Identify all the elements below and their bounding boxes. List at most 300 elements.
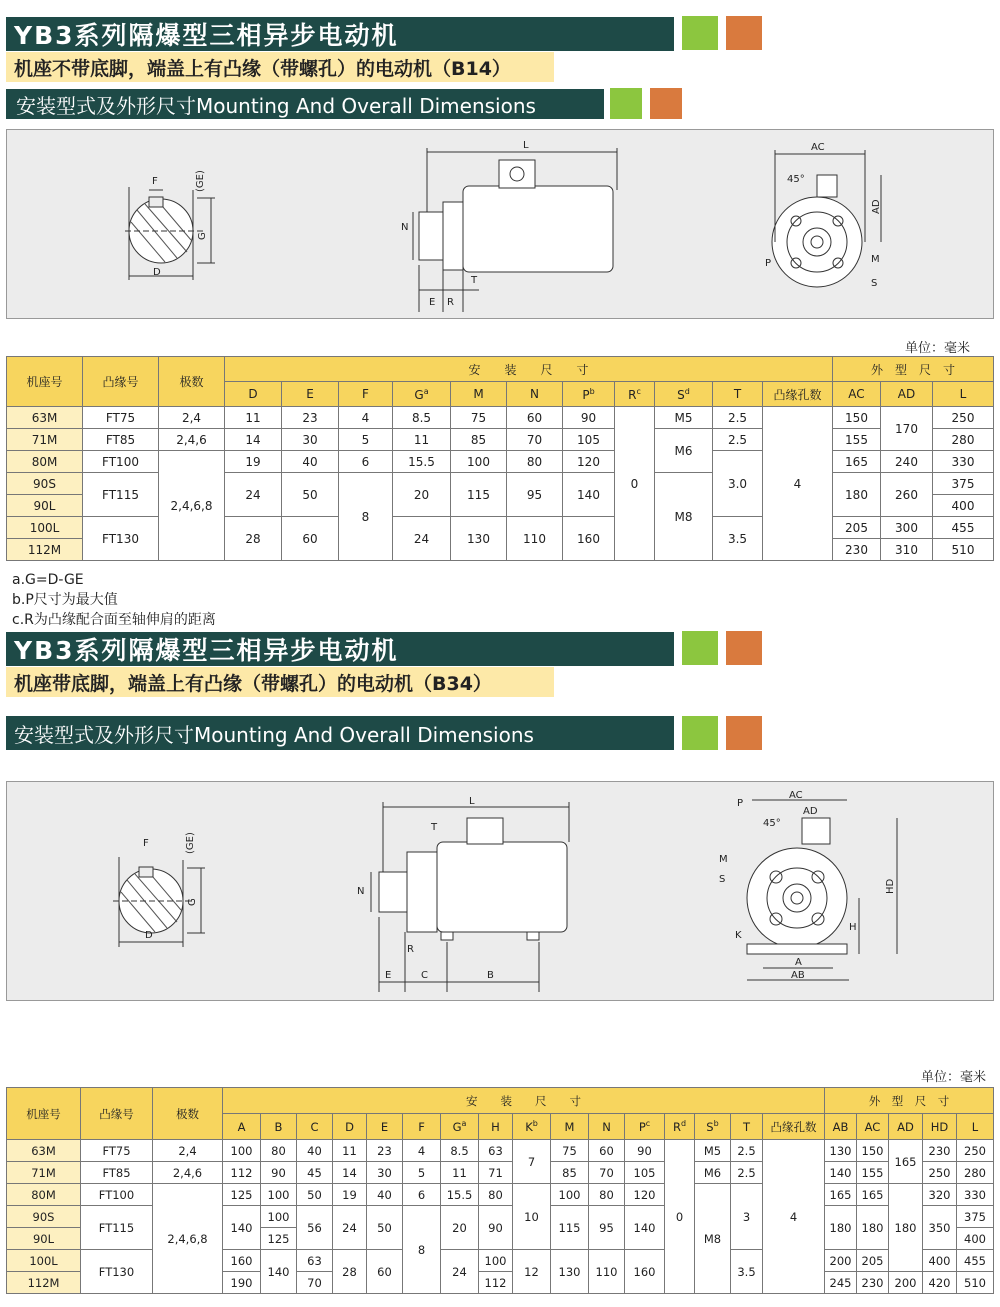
cell: 70: [507, 429, 563, 451]
cell: 170: [881, 407, 933, 451]
cell: FT85: [83, 429, 159, 451]
cell: 71: [479, 1162, 513, 1184]
cell: 230: [833, 539, 881, 561]
th-poles: 极数: [153, 1088, 223, 1140]
cell: 330: [933, 451, 994, 473]
cell: M5: [655, 407, 713, 429]
cell: 8: [403, 1206, 441, 1294]
cell: 245: [825, 1272, 857, 1294]
note-b: b.P尺寸为最大值: [12, 592, 118, 608]
cell: 2,4,6: [153, 1162, 223, 1184]
cell: 100: [451, 451, 507, 473]
dim-E: E: [385, 970, 392, 981]
cell: 11: [393, 429, 451, 451]
th-HD: HD: [923, 1114, 957, 1140]
th-F: F: [403, 1114, 441, 1140]
cell: 85: [451, 429, 507, 451]
cell: 70: [297, 1272, 333, 1294]
section2-title-bar: [6, 632, 674, 666]
cell: 90L: [7, 1228, 81, 1250]
cell: 230: [857, 1272, 889, 1294]
th-D: D: [333, 1114, 367, 1140]
cell: 90: [479, 1206, 513, 1250]
cell: 115: [451, 473, 507, 517]
section1-title: YB3系列隔爆型三相异步电动机: [14, 21, 399, 50]
cell: 6: [339, 451, 393, 473]
cell: 3.5: [713, 517, 763, 561]
section2-table: [6, 1087, 994, 1294]
cell: 330: [957, 1184, 994, 1206]
th-AB: AB: [825, 1114, 857, 1140]
section1-notes: [12, 570, 216, 630]
dim-H: H: [849, 922, 857, 933]
th-holes: 凸缘孔数: [763, 1114, 825, 1140]
th-G-label: G: [414, 387, 424, 402]
dim-P: P: [737, 798, 744, 809]
dim-AD: AD: [871, 199, 882, 214]
cell: 250: [957, 1140, 994, 1162]
green-square-icon: [682, 716, 718, 750]
cell: 180: [889, 1184, 923, 1272]
cell: 75: [551, 1140, 589, 1162]
cell: M8: [695, 1184, 731, 1294]
cell: 165: [889, 1140, 923, 1184]
cell: 40: [367, 1184, 403, 1206]
th-frame: 机座号: [7, 1088, 81, 1140]
cell: 400: [957, 1228, 994, 1250]
cell: 56: [297, 1206, 333, 1250]
cell: 71M: [7, 429, 83, 451]
cell: 180: [857, 1206, 889, 1250]
cell: 2,4,6: [159, 429, 225, 451]
cell: 2.5: [713, 429, 763, 451]
motor-b34-diagram: [7, 782, 993, 1000]
cell: 5: [403, 1162, 441, 1184]
cell: 100: [261, 1206, 297, 1228]
section2-title: YB3系列隔爆型三相异步电动机: [14, 636, 399, 665]
section1-mount-bar: [6, 89, 604, 119]
cell: 2,4,6,8: [153, 1184, 223, 1294]
cell: 28: [225, 517, 282, 561]
cell: 120: [625, 1184, 665, 1206]
cell: 455: [933, 517, 994, 539]
cell: 4: [403, 1140, 441, 1162]
cell: 120: [563, 451, 615, 473]
th-R-label: R: [628, 387, 637, 402]
dim-M: M: [871, 254, 880, 265]
section1-title-bar: [6, 17, 674, 51]
cell: 60: [507, 407, 563, 429]
cell: 420: [923, 1272, 957, 1294]
th-G: $G^a$: [441, 1114, 479, 1140]
cell: 71M: [7, 1162, 81, 1184]
dim-S: S: [719, 874, 726, 885]
cell: 375: [957, 1206, 994, 1228]
cell: 280: [933, 429, 994, 451]
section2-mount-title: 安装型式及外形尺寸Mounting And Overall Dimensions: [14, 722, 534, 747]
table-row: [7, 517, 994, 539]
cell: 5: [339, 429, 393, 451]
section2-drawing: [6, 781, 994, 1001]
table-row: [7, 1184, 994, 1206]
dim-C: C: [421, 970, 428, 981]
green-square-icon: [682, 631, 718, 665]
cell: 280: [957, 1162, 994, 1184]
cell: 0: [665, 1140, 695, 1294]
dim-G: G: [187, 898, 198, 906]
th-install: 安 装 尺 寸: [225, 357, 833, 382]
cell: 95: [507, 473, 563, 517]
cell: 95: [589, 1206, 625, 1250]
cell: 20: [441, 1206, 479, 1250]
cell: 90S: [7, 1206, 81, 1228]
cell: 75: [451, 407, 507, 429]
cell: 3.5: [731, 1250, 763, 1294]
cell: 165: [833, 451, 881, 473]
th-B: B: [261, 1114, 297, 1140]
cell: 250: [923, 1162, 957, 1184]
dim-AD: AD: [803, 806, 818, 817]
th-flange: 凸缘号: [83, 357, 159, 407]
cell: 19: [333, 1184, 367, 1206]
cell: 110: [589, 1250, 625, 1294]
cell: 310: [881, 539, 933, 561]
th-A: A: [223, 1114, 261, 1140]
cell: 23: [282, 407, 339, 429]
cell: 28: [333, 1250, 367, 1294]
table-row: [7, 451, 994, 473]
dim-45: 45°: [787, 174, 805, 185]
dim-AC: AC: [811, 142, 825, 153]
cell: 100L: [7, 1250, 81, 1272]
dim-P: P: [765, 258, 772, 269]
cell: 8.5: [441, 1140, 479, 1162]
orange-square-icon: [726, 631, 762, 665]
cell: 0: [615, 407, 655, 561]
cell: 30: [367, 1162, 403, 1184]
cell: FT100: [83, 451, 159, 473]
cell: M6: [655, 429, 713, 473]
cell: 320: [923, 1184, 957, 1206]
cell: 140: [223, 1206, 261, 1250]
cell: FT115: [83, 473, 159, 517]
cell: 2,4,6,8: [159, 451, 225, 561]
cell: 130: [451, 517, 507, 561]
cell: 160: [223, 1250, 261, 1272]
cell: 7: [513, 1140, 551, 1184]
cell: 30: [282, 429, 339, 451]
cell: 60: [589, 1140, 625, 1162]
th-overall: 外 型 尺 寸: [825, 1088, 994, 1114]
th-overall: 外 型 尺 寸: [833, 357, 994, 382]
cell: 6: [403, 1184, 441, 1206]
th-R: $R^c$: [615, 382, 655, 407]
cell: 11: [441, 1162, 479, 1184]
cell: FT115: [81, 1206, 153, 1250]
cell: 165: [857, 1184, 889, 1206]
dim-K: K: [735, 930, 742, 941]
cell: 155: [833, 429, 881, 451]
cell: 80: [261, 1140, 297, 1162]
cell: 50: [297, 1184, 333, 1206]
section1-unit: 单位：毫米: [904, 341, 970, 356]
cell: 23: [367, 1140, 403, 1162]
dim-L: L: [523, 140, 529, 151]
cell: 40: [297, 1140, 333, 1162]
cell: 63: [479, 1140, 513, 1162]
cell: 90L: [7, 495, 83, 517]
cell: 125: [261, 1228, 297, 1250]
cell: 11: [225, 407, 282, 429]
cell: 205: [857, 1250, 889, 1272]
cell: 510: [933, 539, 994, 561]
th-L: L: [957, 1114, 994, 1140]
cell: 63: [297, 1250, 333, 1272]
cell: FT100: [81, 1184, 153, 1206]
th-N: N: [589, 1114, 625, 1140]
section1-table: [6, 356, 994, 561]
dim-AB: AB: [791, 970, 805, 981]
dim-T: T: [471, 275, 478, 286]
note-c: c.R为凸缘配合面至轴伸肩的距离: [12, 612, 216, 628]
cell: 400: [923, 1250, 957, 1272]
th-C: C: [297, 1114, 333, 1140]
th-K-label: K: [525, 1119, 533, 1134]
cell: FT75: [83, 407, 159, 429]
table-row: [7, 1162, 994, 1184]
cell: 90: [625, 1140, 665, 1162]
cell: 2.5: [731, 1162, 763, 1184]
dim-M: M: [719, 854, 728, 865]
table-row: [7, 407, 994, 429]
cell: 110: [507, 517, 563, 561]
dim-D: D: [153, 267, 161, 278]
section2-mount-bar: [6, 716, 674, 750]
th-T: T: [731, 1114, 763, 1140]
dim-E: E: [429, 297, 436, 308]
cell: 80: [507, 451, 563, 473]
cell: 63M: [7, 407, 83, 429]
cell: 8.5: [393, 407, 451, 429]
cell: 80M: [7, 1184, 81, 1206]
th-holes: 凸缘孔数: [763, 382, 833, 407]
th-K: $K^b$: [513, 1114, 551, 1140]
cell: 10: [513, 1184, 551, 1250]
cell: 80: [479, 1184, 513, 1206]
th-T: T: [713, 382, 763, 407]
cell: 3.0: [713, 451, 763, 517]
cell: 90: [563, 407, 615, 429]
cell: 50: [282, 473, 339, 517]
dim-F: F: [152, 176, 158, 187]
th-P: $P^c$: [625, 1114, 665, 1140]
dim-S: S: [871, 278, 878, 289]
cell: 180: [833, 473, 881, 517]
th-S: $S^b$: [695, 1114, 731, 1140]
cell: 112M: [7, 1272, 81, 1294]
cell: 60: [282, 517, 339, 561]
cell: 100: [223, 1140, 261, 1162]
cell: 15.5: [441, 1184, 479, 1206]
green-square-icon: [610, 88, 642, 119]
section2-subtitle: 机座带底脚，端盖上有凸缘（带螺孔）的电动机（B34）: [6, 667, 554, 697]
note-a: a.G=D-GE: [12, 572, 84, 588]
th-H: H: [479, 1114, 513, 1140]
dim-B: B: [487, 970, 494, 981]
cell: 510: [957, 1272, 994, 1294]
cell: FT85: [81, 1162, 153, 1184]
cell: 24: [225, 473, 282, 517]
cell: 112M: [7, 539, 83, 561]
cell: 250: [933, 407, 994, 429]
cell: 24: [393, 517, 451, 561]
cell: 165: [825, 1184, 857, 1206]
cell: 4: [763, 1140, 825, 1294]
dim-N: N: [357, 886, 365, 897]
section1-subtitle: 机座不带底脚，端盖上有凸缘（带螺孔）的电动机（B14）: [6, 52, 554, 82]
green-square-icon: [682, 16, 718, 50]
cell: 105: [625, 1162, 665, 1184]
dim-GE: (GE): [195, 170, 206, 192]
dim-HD: HD: [885, 878, 896, 894]
cell: 190: [223, 1272, 261, 1294]
cell: 45: [297, 1162, 333, 1184]
table-row: [7, 1140, 994, 1162]
cell: 455: [957, 1250, 994, 1272]
cell: 300: [881, 517, 933, 539]
cell: 140: [563, 473, 615, 517]
cell: 100L: [7, 517, 83, 539]
cell: 240: [881, 451, 933, 473]
dim-A: A: [795, 957, 802, 968]
th-S-label: S: [706, 1119, 714, 1134]
cell: M5: [695, 1140, 731, 1162]
cell: 4: [339, 407, 393, 429]
cell: 4: [763, 407, 833, 561]
cell: 150: [833, 407, 881, 429]
cell: FT75: [81, 1140, 153, 1162]
dim-F: F: [143, 838, 149, 849]
th-E: E: [282, 382, 339, 407]
cell: 12: [513, 1250, 551, 1294]
cell: 205: [833, 517, 881, 539]
th-AD: AD: [889, 1114, 923, 1140]
th-flange: 凸缘号: [81, 1088, 153, 1140]
th-AC: AC: [857, 1114, 889, 1140]
cell: 14: [333, 1162, 367, 1184]
cell: 80M: [7, 451, 83, 473]
cell: 260: [881, 473, 933, 517]
dim-D: D: [145, 930, 153, 941]
dim-R: R: [447, 297, 454, 308]
cell: 140: [261, 1250, 297, 1294]
dim-N: N: [401, 222, 409, 233]
cell: FT130: [83, 517, 159, 561]
cell: 400: [933, 495, 994, 517]
cell: 350: [923, 1206, 957, 1250]
th-P-label: P: [582, 387, 590, 402]
cell: 200: [825, 1250, 857, 1272]
cell: 160: [625, 1250, 665, 1294]
th-M: M: [451, 382, 507, 407]
section1-drawing: [6, 129, 994, 319]
cell: 100: [479, 1250, 513, 1272]
table-row: [7, 429, 994, 451]
th-D: D: [225, 382, 282, 407]
motor-b14-diagram: [7, 130, 993, 318]
cell: 140: [825, 1162, 857, 1184]
cell: 140: [625, 1206, 665, 1250]
cell: 200: [889, 1272, 923, 1294]
cell: 8: [339, 473, 393, 561]
dim-T: T: [431, 822, 438, 833]
th-install: 安 装 尺 寸: [223, 1088, 825, 1114]
th-poles: 极数: [159, 357, 225, 407]
cell: 90: [261, 1162, 297, 1184]
th-M: M: [551, 1114, 589, 1140]
section2-unit: 单位：毫米: [920, 1070, 986, 1085]
cell: 100: [551, 1184, 589, 1206]
cell: 2,4: [153, 1140, 223, 1162]
cell: 112: [223, 1162, 261, 1184]
cell: 24: [333, 1206, 367, 1250]
cell: 70: [589, 1162, 625, 1184]
cell: 15.5: [393, 451, 451, 473]
cell: 130: [825, 1140, 857, 1162]
cell: 125: [223, 1184, 261, 1206]
th-P-label: P: [638, 1119, 646, 1134]
th-R: $R^d$: [665, 1114, 695, 1140]
cell: FT130: [81, 1250, 153, 1294]
cell: 50: [367, 1206, 403, 1250]
table-row: [7, 473, 994, 495]
th-S: $S^d$: [655, 382, 713, 407]
cell: 2.5: [731, 1140, 763, 1162]
cell: 11: [333, 1140, 367, 1162]
cell: 90S: [7, 473, 83, 495]
th-N: N: [507, 382, 563, 407]
cell: 85: [551, 1162, 589, 1184]
cell: M6: [695, 1162, 731, 1184]
cell: 375: [933, 473, 994, 495]
dim-L: L: [469, 796, 475, 807]
dim-45: 45°: [763, 818, 781, 829]
th-AD: AD: [881, 382, 933, 407]
cell: 160: [563, 517, 615, 561]
section1-mount-title: 安装型式及外形尺寸Mounting And Overall Dimensions: [16, 93, 536, 118]
cell: 130: [551, 1250, 589, 1294]
cell: 105: [563, 429, 615, 451]
cell: 2.5: [713, 407, 763, 429]
cell: 180: [825, 1206, 857, 1250]
cell: 150: [857, 1140, 889, 1162]
cell: 60: [367, 1250, 403, 1294]
dim-GE: (GE): [185, 832, 196, 854]
cell: 230: [923, 1140, 957, 1162]
cell: 3: [731, 1184, 763, 1250]
cell: 155: [857, 1162, 889, 1184]
orange-square-icon: [726, 16, 762, 50]
orange-square-icon: [726, 716, 762, 750]
cell: 100: [261, 1184, 297, 1206]
th-P: $P^b$: [563, 382, 615, 407]
th-R-label: R: [672, 1119, 681, 1134]
cell: 24: [441, 1250, 479, 1294]
cell: 63M: [7, 1140, 81, 1162]
th-G: $G^a$: [393, 382, 451, 407]
cell: 2,4: [159, 407, 225, 429]
cell: 80: [589, 1184, 625, 1206]
